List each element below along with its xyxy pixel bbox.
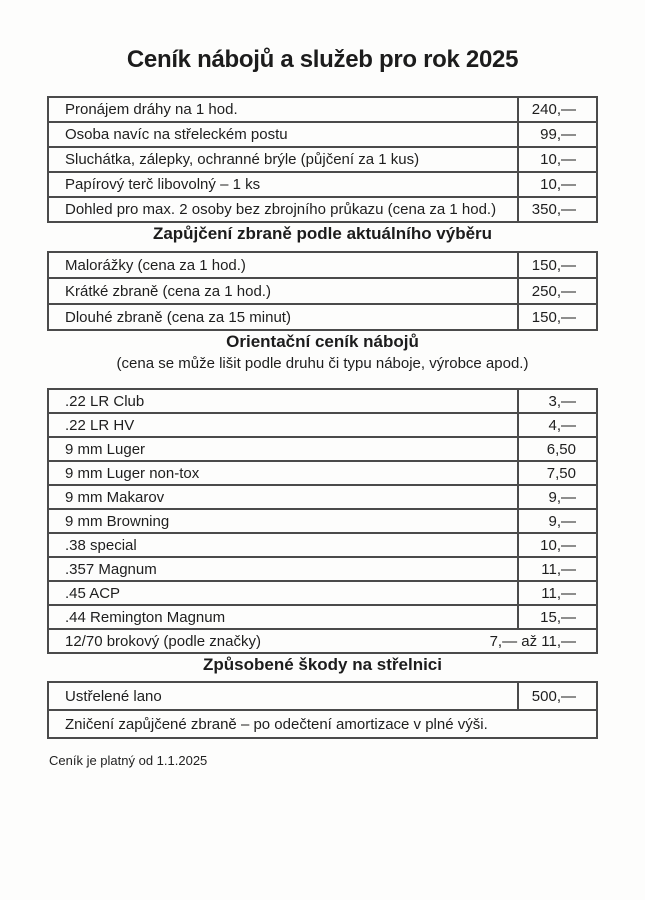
item-label: Sluchátka, zálepky, ochranné brýle (půjčení za 1 kus) (48, 147, 518, 172)
price-row (48, 413, 597, 437)
price-row (48, 629, 597, 653)
item-label: 9 mm Makarov (48, 485, 518, 509)
price-row (48, 122, 597, 147)
item-label: Pronájem dráhy na 1 hod. (48, 97, 518, 122)
item-label: .44 Remington Magnum (48, 605, 518, 629)
price-row (48, 97, 597, 122)
item-label: .22 LR Club (48, 389, 518, 413)
weapon-rental-table (47, 251, 598, 331)
item-price: 10,— (518, 147, 597, 172)
section-heading-ammo-prices: Orientační ceník nábojů (226, 332, 419, 351)
price-row (48, 252, 597, 278)
item-label: Zničení zapůjčené zbraně – po odečtení amortizace v plné výši. (65, 715, 488, 733)
item-price: 11,— (518, 581, 597, 605)
item-label: 9 mm Luger non-tox (48, 461, 518, 485)
page-title: Ceník nábojů a služeb pro rok 2025 (126, 46, 519, 73)
item-price: 7,50 (518, 461, 597, 485)
price-row (48, 581, 597, 605)
item-label: Malorážky (cena za 1 hod.) (48, 252, 518, 278)
price-row (48, 278, 597, 304)
item-label: Dohled pro max. 2 osoby bez zbrojního průkazu (cena za 1 hod.) (48, 197, 518, 222)
item-price: 11,— (518, 557, 597, 581)
item-label: .357 Magnum (48, 557, 518, 581)
price-row (48, 389, 597, 413)
item-price: 10,— (518, 533, 597, 557)
item-price: 7,— až 11,— (489, 632, 576, 650)
price-row (48, 509, 597, 533)
item-price: 150,— (518, 304, 597, 330)
item-price: 15,— (518, 605, 597, 629)
item-price: 500,— (518, 682, 597, 710)
item-price: 10,— (518, 172, 597, 197)
item-label: .45 ACP (48, 581, 518, 605)
validity-note: Ceník je platný od 1.1.2025 (49, 753, 208, 768)
range-damage-table (47, 681, 598, 739)
price-row (48, 557, 597, 581)
item-price: 250,— (518, 278, 597, 304)
item-label: Krátké zbraně (cena za 1 hod.) (48, 278, 518, 304)
services-price-table (47, 96, 598, 223)
item-label: 9 mm Browning (48, 509, 518, 533)
price-row (48, 485, 597, 509)
item-price: 6,50 (518, 437, 597, 461)
item-price: 99,— (518, 122, 597, 147)
item-price: 4,— (518, 413, 597, 437)
section-heading-weapon-rental: Zapůjčení zbraně podle aktuálního výběru (152, 224, 493, 243)
item-label: 9 mm Luger (48, 437, 518, 461)
item-price: 9,— (518, 485, 597, 509)
price-row (48, 533, 597, 557)
item-label: .22 LR HV (48, 413, 518, 437)
ammo-price-table (47, 388, 598, 654)
section-heading-range-damage: Způsobené škody na střelnici (202, 655, 442, 674)
price-row (48, 461, 597, 485)
section-subheading-ammo-prices: (cena se může lišit podle druhu či typu náboje, výrobce apod.) (116, 355, 529, 372)
item-price: 3,— (518, 389, 597, 413)
item-cell-merged (48, 710, 597, 738)
price-row (48, 682, 597, 710)
price-row (48, 304, 597, 330)
item-price: 9,— (518, 509, 597, 533)
price-row (48, 197, 597, 222)
item-label: Papírový terč libovolný – 1 ks (48, 172, 518, 197)
item-label: 12/70 brokový (podle značky) (65, 632, 261, 650)
item-price: 350,— (518, 197, 597, 222)
document-content (47, 45, 598, 769)
item-label: .38 special (48, 533, 518, 557)
price-row (48, 605, 597, 629)
price-row (48, 172, 597, 197)
item-label: Osoba navíc na střeleckém postu (48, 122, 518, 147)
item-price: 240,— (518, 97, 597, 122)
price-row (48, 147, 597, 172)
item-label: Dlouhé zbraně (cena za 15 minut) (48, 304, 518, 330)
item-label: Ustřelené lano (48, 682, 518, 710)
item-cell-merged (48, 629, 597, 653)
item-price: 150,— (518, 252, 597, 278)
price-row (48, 437, 597, 461)
price-row (48, 710, 597, 738)
